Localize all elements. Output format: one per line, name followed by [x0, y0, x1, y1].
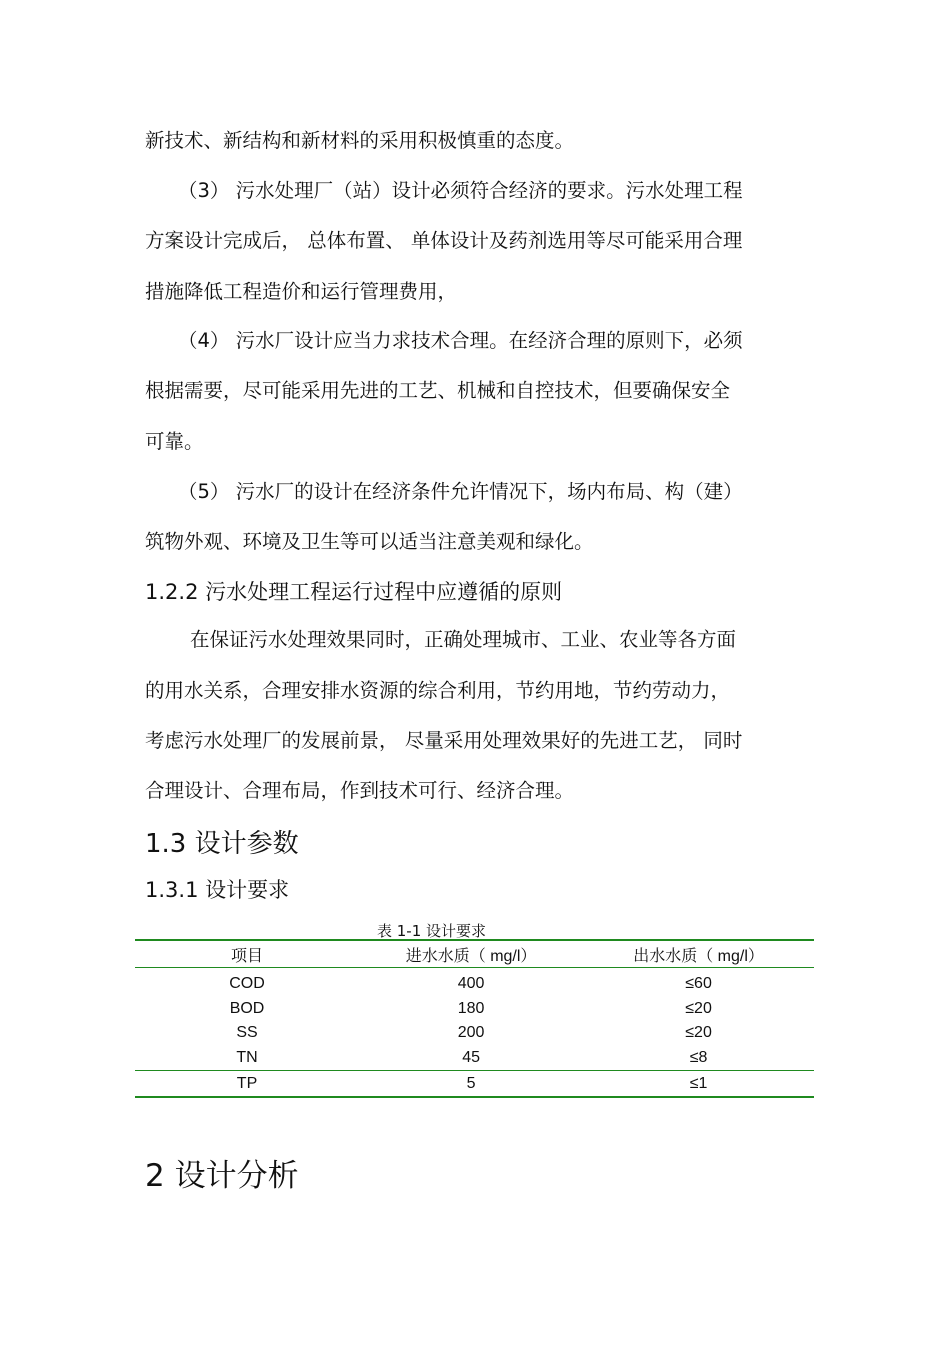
paragraph-line: 合理设计、合理布局，作到技术可行、经济合理。	[145, 779, 575, 802]
table-row	[135, 997, 814, 1022]
design-requirements-table	[135, 939, 814, 1098]
table-header-row	[135, 940, 814, 968]
table-cell: 180	[457, 999, 485, 1017]
paragraph-line: 考虑污水处理厂的发展前景， 尽量采用处理效果好的先进工艺， 同时	[145, 729, 743, 752]
paragraph-line: （5） 污水厂的设计在经济条件允许情况下，场内布局、构（建）	[178, 480, 743, 503]
paragraph-line: 的用水关系，合理安排水资源的综合利用，节约用地，节约劳动力，	[145, 679, 731, 702]
table-cell: 200	[457, 1024, 485, 1042]
table-cell: BOD	[229, 999, 265, 1017]
table-cell: ≤8	[689, 1048, 708, 1066]
paragraph-line: （3） 污水处理厂（站）设计必须符合经济的要求。污水处理工程	[178, 179, 743, 202]
table-cell: SS	[236, 1024, 258, 1042]
header-item: 项目	[135, 940, 359, 968]
paragraph-line: 在保证污水处理效果同时，正确处理城市、工业、农业等各方面	[190, 628, 737, 651]
table-row	[135, 1021, 814, 1046]
table-cell: ≤60	[685, 975, 712, 993]
table-caption: 表 1-1 设计要求	[377, 922, 487, 940]
paragraph-line: 新技术、新结构和新材料的采用积极慎重的态度。	[145, 129, 575, 152]
table-row	[135, 968, 814, 997]
table-cell: TP	[135, 1071, 359, 1098]
paragraph-line: （4） 污水厂设计应当力求技术合理。在经济合理的原则下，必须	[178, 329, 743, 352]
table-cell: 400	[457, 975, 485, 993]
table-cell: ≤20	[685, 1024, 712, 1042]
header-effluent: 出水水质（ mg/l）	[583, 940, 814, 968]
table-cell: 5	[359, 1071, 583, 1098]
section-heading-1-3-1: 1.3.1 设计要求	[145, 878, 290, 902]
header-influent: 进水水质（ mg/l）	[359, 940, 583, 968]
table-cell: COD	[229, 975, 265, 993]
section-heading-1-3: 1.3 设计参数	[145, 829, 299, 859]
table-cell: TN	[236, 1048, 258, 1066]
table-cell: ≤1	[583, 1071, 814, 1098]
paragraph-line: 方案设计完成后， 总体布置、 单体设计及药剂选用等尽可能采用合理	[145, 229, 743, 252]
section-heading-1-2-2: 1.2.2 污水处理工程运行过程中应遵循的原则	[145, 580, 563, 604]
paragraph-line: 筑物外观、环境及卫生等可以适当注意美观和绿化。	[145, 530, 594, 553]
chapter-heading-2: 2 设计分析	[145, 1158, 299, 1194]
table-cell: 45	[462, 1048, 480, 1066]
table-cell: ≤20	[685, 999, 712, 1017]
paragraph-line: 可靠。	[145, 430, 204, 453]
table-row	[135, 1071, 814, 1098]
table-row	[135, 1046, 814, 1071]
paragraph-line: 措施降低工程造价和运行管理费用，	[145, 280, 458, 303]
paragraph-line: 根据需要，尽可能采用先进的工艺、机械和自控技术，但要确保安全	[145, 379, 731, 402]
